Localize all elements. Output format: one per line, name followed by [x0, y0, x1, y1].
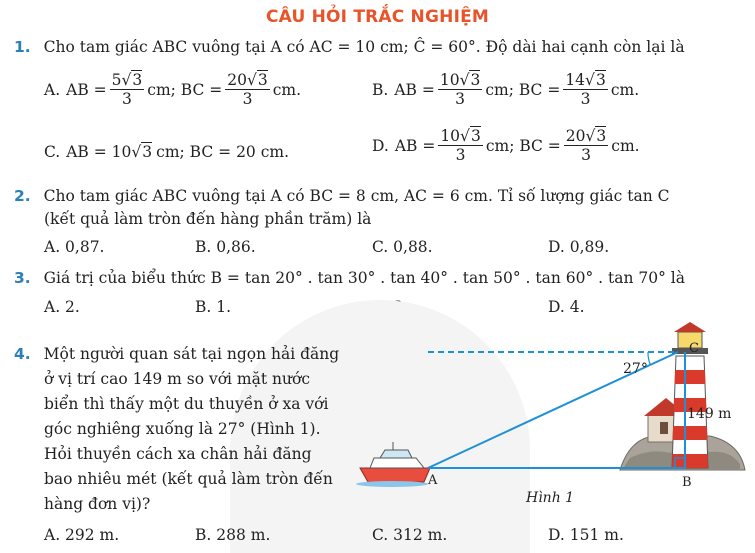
q3-option-a[interactable]: A. 2. — [44, 298, 80, 316]
fraction: $\frac{14√3}{3}$ — [565, 71, 606, 109]
point-c-label: C — [689, 341, 699, 356]
option-text: cm; BC = — [147, 80, 223, 99]
question-4 — [14, 345, 339, 363]
square-root: √3 — [131, 143, 153, 161]
question-2-line-2: (kết quả làm tròn đến hàng phần trăm) là — [44, 210, 372, 228]
option-text: cm. — [610, 80, 640, 99]
question-3-number: 3. — [14, 269, 31, 287]
page-title: CÂU HỎI TRẮC NGHIỆM — [265, 7, 490, 27]
option-text: AB = — [66, 80, 107, 99]
angle-arc — [648, 352, 651, 365]
question-1-text: Cho tam giác ABC vuông tại A có AC = 10 cm; Ĉ = 60°. Độ dài hai cạnh còn lại là — [43, 38, 685, 56]
question-2-number: 2. — [14, 187, 31, 205]
option-letter: D. — [372, 136, 389, 155]
q2-option-b[interactable]: B. 0,86. — [195, 238, 256, 256]
question-4-line-3: biển thì thấy một du thuyền ở xa với — [44, 395, 329, 413]
figure-caption: Hình 1 — [526, 490, 575, 506]
question-2 — [14, 187, 670, 205]
option-text: cm; BC = 20 cm. — [156, 143, 290, 161]
q1-option-b[interactable] — [372, 72, 639, 108]
option-text: cm; BC = — [485, 80, 561, 99]
fraction: $\frac{20√3}{3}$ — [565, 127, 607, 165]
q3-option-b[interactable]: B. 1. — [195, 298, 232, 316]
question-4-number: 4. — [14, 345, 31, 363]
question-4-line-5: Hỏi thuyền cách xa chân hải đăng — [44, 445, 312, 463]
q1-option-c[interactable] — [44, 143, 289, 161]
option-text: AB = 10 — [66, 143, 132, 161]
q2-option-c[interactable]: C. 0,88. — [372, 238, 433, 256]
option-text: cm. — [611, 136, 640, 155]
q1-option-a[interactable] — [44, 72, 301, 108]
fraction: $\frac{10√3}{3}$ — [439, 71, 481, 109]
height-label: 149 m — [687, 406, 732, 422]
question-2-line-1: Cho tam giác ABC vuông tại A có BC = 8 cm, AC = 6 cm. Tỉ số lượng giác tan C — [43, 187, 670, 205]
yacht-icon — [356, 442, 430, 487]
question-4-line-1: Một người quan sát tại ngọn hải đăng — [43, 345, 340, 363]
option-text: cm; BC = — [485, 136, 561, 155]
q2-option-a[interactable]: A. 0,87. — [44, 238, 105, 256]
fraction: $\frac{10√3}{3}$ — [440, 127, 481, 165]
question-4-line-6: bao nhiêu mét (kết quả làm tròn đến — [44, 470, 333, 488]
option-letter: C. — [44, 143, 61, 161]
question-4-line-4: góc nghiêng xuống là 27° (Hình 1). — [44, 420, 321, 438]
q4-option-d[interactable]: D. 151 m. — [548, 526, 624, 544]
question-4-line-2: ở vị trí cao 149 m so với mặt nước — [44, 370, 310, 388]
point-a-label: A — [428, 473, 438, 488]
q3-option-d[interactable]: D. 4. — [548, 298, 585, 316]
option-text: AB = — [394, 80, 435, 99]
point-b-label: B — [682, 475, 692, 490]
question-4-line-7: hàng đơn vị)? — [44, 495, 151, 513]
angle-label: 27° — [623, 361, 648, 377]
q1-option-d[interactable] — [372, 128, 640, 164]
fraction: $\frac{20√3}{3}$ — [227, 71, 268, 109]
option-text: cm. — [272, 80, 302, 99]
q2-option-d[interactable]: D. 0,89. — [548, 238, 610, 256]
option-letter: B. — [372, 80, 389, 99]
q4-option-c[interactable]: C. 312 m. — [372, 526, 448, 544]
question-3-text: Giá trị của biểu thức B = tan 20° . tan 30° . tan 40° . tan 50° . tan 60° . tan 70° là — [43, 269, 685, 287]
q4-option-a[interactable]: A. 292 m. — [44, 526, 120, 544]
fraction: $\frac{5√3}{3}$ — [111, 71, 143, 109]
option-text: AB = — [394, 136, 436, 155]
question-3 — [14, 269, 685, 287]
q4-option-b[interactable]: B. 288 m. — [195, 526, 271, 544]
question-1 — [14, 38, 685, 56]
question-1-number: 1. — [14, 38, 31, 56]
option-letter: A. — [44, 80, 61, 99]
figure-1-diagram — [330, 318, 750, 523]
